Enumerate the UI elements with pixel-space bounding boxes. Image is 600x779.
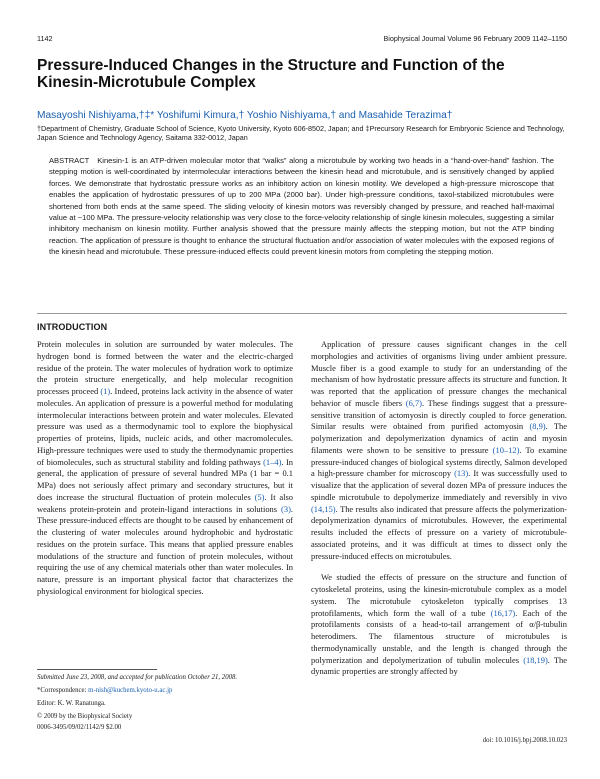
citation-link[interactable]: (5) (254, 491, 265, 502)
citation-link[interactable]: (13) (454, 468, 469, 479)
correspondence-email-link[interactable]: m-nish@kuchem.kyoto-u.ac.jp (88, 687, 173, 694)
citation-link[interactable]: (14,15) (311, 503, 336, 514)
citation-link[interactable]: (10–12) (492, 444, 520, 455)
issn-note: 0006-3495/09/02/1142/9 $2.00 (37, 724, 122, 731)
editor-note: Editor: K. W. Ranatunga. (37, 700, 106, 707)
citation-link[interactable]: (3) (281, 503, 291, 514)
paragraph: Protein molecules in solution are surrounded by water molecules. The hydrogen bond is formed between the water and the electric-charged residue of the protein. The water molecules of hydration work to optimize the protein structure energetically, and help molecular recognition processes proceed (1). Indeed, proteins lack activity in the absence of water molecules. An application of pressure is a powerful method for modulating intermolecular interactions between protein and water molecules. Elevated pressure was used as a thermodynamic tool to explore the biophysical properties of proteins, lipids, nucleic acids, and other macromolecules. High-pressure techniques were used to study the thermodynamic properties of biomolecules, such as structural stability and folding pathways (1–4). In general, the application of pressure of several hundred MPa (1 bar = 0.1 MPa) does not seriously affect primary and secondary structures, but it does increase the structural fluctuation of protein molecules (5). It also weakens protein-protein and protein-ligand interactions in solutions (3). These pressure-induced effects are thought to be caused by enhancement of the clustering of water molecules around hydrophobic and hydrostatic residues on the protein surface. This means that applied pressure enables modulations of the structure and function of protein molecules, without requiring the use of any chemical materials other than water molecules. In nature, pressure is an important physical factor that characterizes the physiological environment for biological species. (37, 339, 293, 596)
citation-link[interactable]: (1–4) (263, 456, 282, 467)
paragraph: We studied the effects of pressure on the structure and function of cytoskeletal proteins, using the kinesin-microtubule complex as a model system. The microtubule cytoskeleton typically comprises 13 protofilaments, which form the wall of a tube (16,17). Each of the protofilaments consists of a head-to-tail arrangement of α/β-tubulin heterodimers. The filamentous structure of microtubules is thermodynamically unstable, and the length is changed through the polymerization and depolymerization of tubulin molecules (18,19). The dynamic properties are strongly affected by (311, 572, 567, 677)
section-divider (37, 313, 567, 314)
article-title: Pressure-Induced Changes in the Structure and Function of the Kinesin-Microtubule Complex (37, 57, 505, 91)
citation-link[interactable]: (18,19) (523, 654, 548, 665)
citation-link[interactable]: (6,7) (405, 397, 422, 408)
right-column (311, 339, 567, 678)
doi[interactable]: doi: 10.1016/j.bpj.2008.10.023 (482, 737, 567, 744)
left-column (37, 339, 293, 598)
journal-info: Biophysical Journal Volume 96 February 2009 1142–1150 (383, 34, 567, 43)
footnote-divider (37, 669, 157, 670)
copyright-note: © 2009 by the Biophysical Society (37, 713, 133, 720)
citation-link[interactable]: (16,17) (490, 607, 516, 618)
paragraph: Application of pressure causes significant changes in the cell morphologies and activities of organisms living under ambient pressure. Muscle fiber is a good example to study for an understanding of the mechanism of how hydrostatic pressure affects its structure and function. It was reported that the application of pressure changes the mechanical behavior of muscle fibers (6,7). These findings suggest that a pressure-sensitive transition of actomyosin is directly coupled to force generation. Similar results were obtained from purified actomyosin (8,9). The polymerization and depolymerization dynamics of actin and myosin filaments were shown to be sensitive to pressure (10–12). To examine pressure-induced changes of biological systems directly, Salmon developed a high-pressure chamber for microscopy (13). It was successfully used to visualize that the application of several dozen MPa of pressure induces the spindle microtubule to depolymerize immediately and reversibly in vivo (14,15). The results also indicated that pressure affects the polymerization-depolymerization dynamics of microtubules. However, the experimental results included the effects of pressure on a variety of microtubule-associated proteins, and it was difficult at times to dissect only the pressure-induced effects on microtubules. (311, 339, 568, 561)
page-number: 1142 (37, 34, 53, 43)
correspondence-note: *Correspondence: m-nish@kuchem.kyoto-u.ac.jp (37, 687, 173, 694)
abstract-label: ABSTRACT (49, 156, 90, 165)
affiliations: †Department of Chemistry, Graduate School of Science, Kyoto University, Kyoto 606-8502, Japan; and ‡Precursory Research for Embryonic Science and Technology, Japan Science and Technology Agency, Saitama 332-0012, Japan (37, 124, 565, 143)
section-heading: INTRODUCTION (37, 322, 108, 332)
citation-link[interactable]: (8,9) (529, 421, 546, 432)
citation-link[interactable]: (1) (100, 386, 111, 396)
abstract-text: Kinesin-1 is an ATP-driven molecular motor that “walks” along a microtubule by working two heads in a “hand-over-hand” fashion. The stepping motion is well-coordinated by intermolecular interactions between the kinesin head and microtubule, and is sensitively changed by applied forces. We demonstrate that hydrostatic pressure works as an inhibitory action on kinesin motility. We developed a high-pressure microscope that enables the application of hydrostatic pressures of up to 200 MPa (2000 bar). Under high-pressure conditions, taxol-stabilized microtubules were shortened from both ends at the same speed. The sliding velocity of kinesin motors was reversibly changed by pressure, and reached half-maximal value at ~100 MPa. The pressure-velocity relationship was very close to the force-velocity relationship of single kinesin molecules, suggesting a similar inhibitory mechanism on kinesin motility. Further analysis showed that the pressure mainly affects the stepping motion, but not the ATP binding reaction. The application of pressure is thought to enhance the structural fluctuation and/or association of water molecules with the exposed regions of the kinesin head and microtubule. These pressure-induced effects could prevent kinesin motors from completing the stepping motion. (49, 156, 554, 257)
abstract (49, 155, 554, 258)
author-list[interactable]: Masayoshi Nishiyama,†‡* Yoshifumi Kimura,† Yoshio Nishiyama,† and Masahide Terazima† (37, 110, 453, 121)
submission-note: Submitted June 23, 2008, and accepted for publication October 21, 2008. (37, 674, 238, 681)
